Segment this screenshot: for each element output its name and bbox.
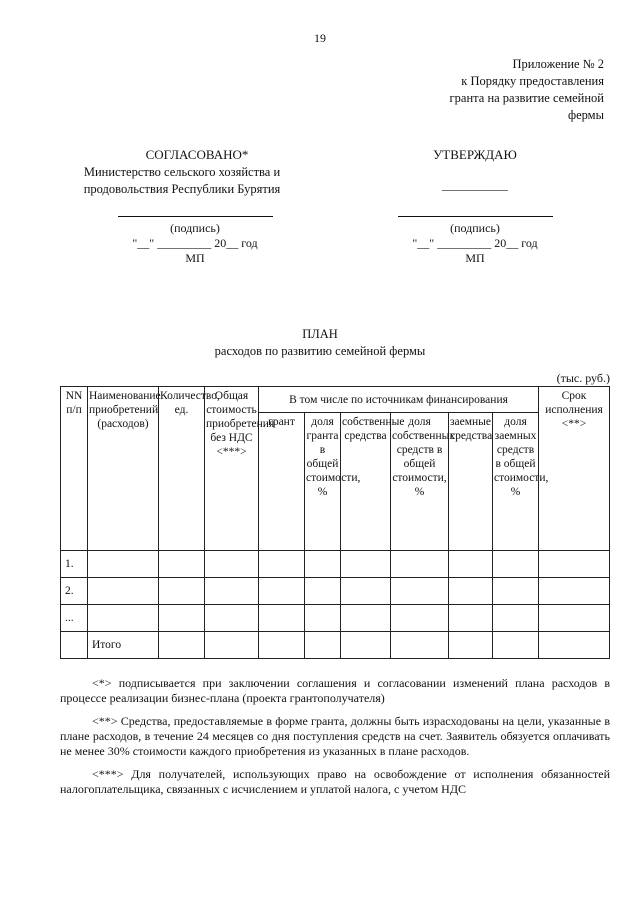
header-sources: В том числе по источникам финансирования [259,387,539,413]
appendix-line: к Порядку предоставления [461,74,604,88]
expense-plan-table [60,386,610,659]
row-name [88,605,159,632]
subheader-grant-share: доля гранта в общей стоимости, % [305,413,341,551]
table-row [61,605,610,632]
header-nn: NN п/п [61,387,88,551]
appendix-caption [450,56,604,124]
table-row [61,578,610,605]
appendix-line: Приложение № 2 [512,57,604,71]
row-name [88,551,159,578]
header-qty: Количество, ед. [159,387,205,551]
appendix-line: гранта на развитие семейной [449,91,604,105]
row-label: 2. [61,578,88,605]
plan-title: ПЛАН [302,327,338,341]
appendix-line: фермы [567,108,604,122]
plan-subtitle: расходов по развитию семейной фермы [214,344,426,358]
signature-label-right: (подпись) [450,221,500,235]
signature-label-left: (подпись) [170,221,220,235]
subheader-own-funds: собственные средства [341,413,391,551]
approval-left [62,146,302,198]
table-row-total [61,632,610,659]
stamp-right: МП [465,251,485,265]
subheader-grant: грант [259,413,305,551]
approval-left-heading: СОГЛАСОВАНО* [145,147,249,162]
footnote-1: <*> подписывается при заключении соглашения и согласовании изменений плана расходов в процессе реализации бизнес-плана (проекта грантополучателя) [60,676,610,705]
row-label: ... [61,605,88,632]
date-left: "__" _________ 20__ год [132,236,258,250]
row-label [61,632,88,659]
ministry-line: продовольствия Республики Бурятия [83,182,281,196]
stamp-left: МП [185,251,205,265]
row-name: Итого [88,632,159,659]
footnotes [60,676,610,805]
signature-line-right [398,216,553,217]
header-name: Наименование приобретений (расходов) [88,387,159,551]
footnote-3: <***> Для получателей, использующих право на освобождение от исполнения обязанностей налогоплательщика, связанных с исчислением и уплатой налога, с учетом НДС [60,767,610,796]
approval-right-heading: УТВЕРЖДАЮ [433,147,517,162]
subheader-loan-funds: заемные средства [449,413,493,551]
approval-right-blank: ___________ [442,178,508,192]
page-number: 19 [314,31,326,45]
header-total: Общая стоимость приобретения без НДС <***> [205,387,259,551]
row-label: 1. [61,551,88,578]
plan-title-block [0,326,640,360]
footnote-2: <**> Средства, предоставляемые в форме гранта, должны быть израсходованы на цели, указанные в плане расходов, в течение 24 месяцев со дня поступления средств на счет. Заявитель обязуется оплачивать не менее 30% стоимости каждого приобретения из указанных в плане расходов. [60,714,610,758]
table-row [61,551,610,578]
date-right: "__" _________ 20__ год [412,236,538,250]
subheader-loan-share: доля заемных средств в общей стоимости, % [493,413,539,551]
header-term: Срок исполнения <**> [539,387,610,551]
ministry-line: Министерство сельского хозяйства и [83,165,281,179]
unit-label: (тыс. руб.) [556,371,610,385]
signature-line-left [118,216,273,217]
row-name [88,578,159,605]
subheader-own-share: доля собственных средств в общей стоимости, % [391,413,449,551]
